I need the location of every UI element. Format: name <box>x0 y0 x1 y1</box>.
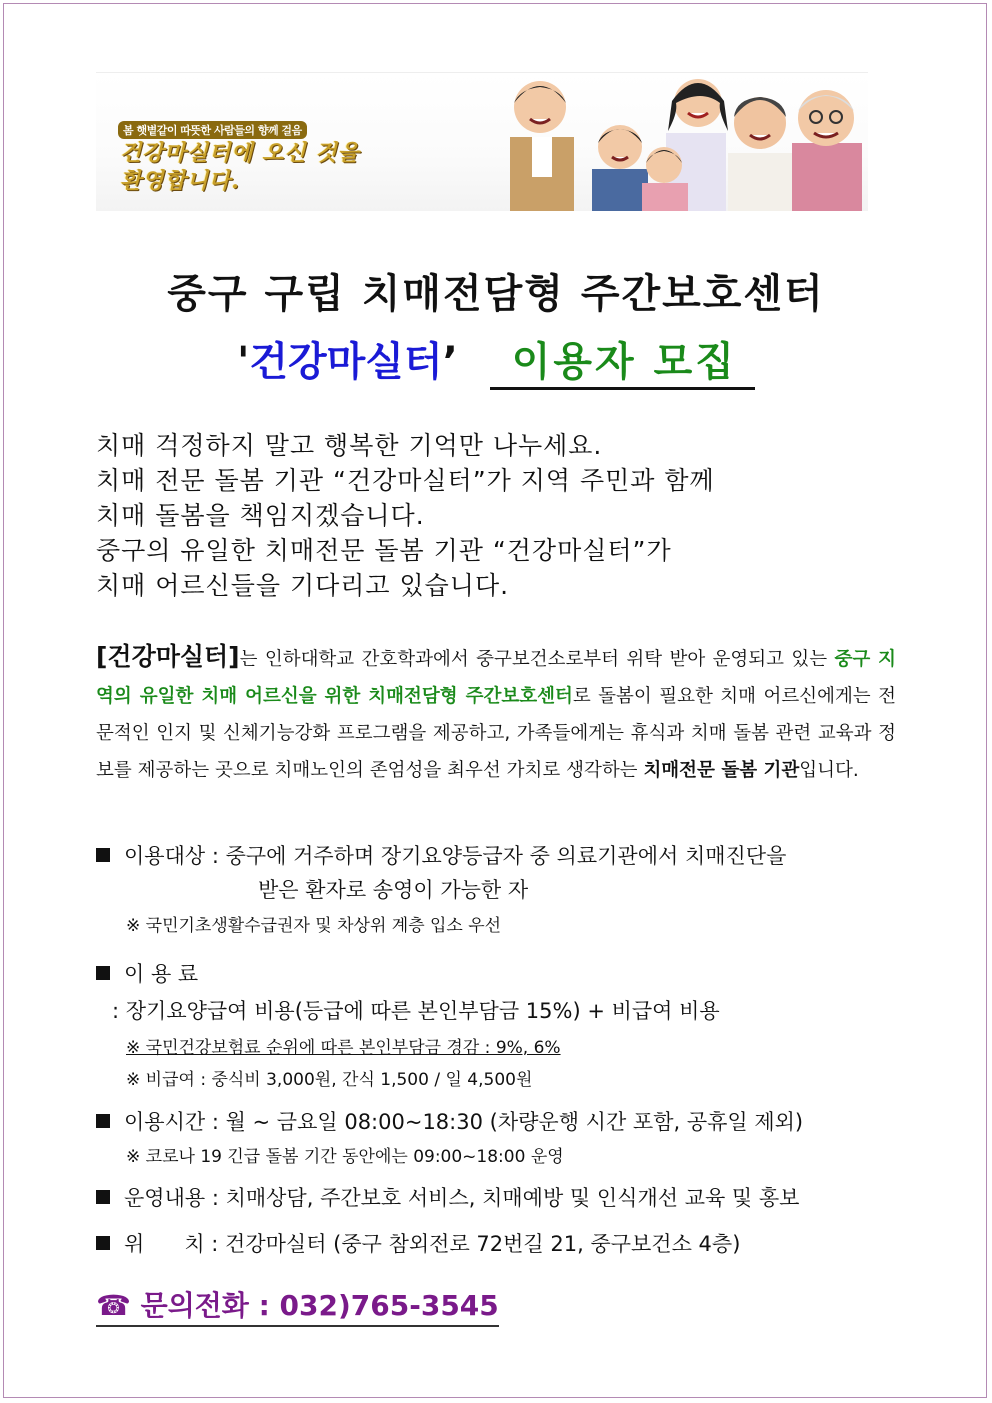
hours-note: ※ 코로나 19 긴급 돌봄 기간 동안에는 09:00~18:00 운영 <box>126 1147 564 1167</box>
fee-item: 이 용 료 <box>96 958 198 990</box>
center-description: [건강마실터]는 인하대학교 간호학과에서 중구보건소로부터 위탁 받아 운영되고 있는 중구 지역의 유일한 치매 어르신을 위한 치매전담형 주간보호센터로 돌봄이 필요한 치매 어르신에게는 전문적인 인지 및 신체기능강화 프로그램을 제공하고, 가족들에게는 휴식과 치매 돌봄 관련 교육과 정보를 제공하는 곳으로 치매노인의 존엄성을 최우선 가치로 생각하는 치매전문 돌봄 기관입니다. <box>96 642 896 781</box>
page-subtitle: '건강마실터’ 이용자 모집 <box>0 330 992 390</box>
bullet-square-icon <box>96 848 110 862</box>
banner-slogan: 봄 햇볕같이 따뜻한 사람들의 향께 걸음 <box>118 121 307 139</box>
bullet-square-icon <box>96 1236 110 1250</box>
family-illustration <box>492 73 868 211</box>
target-item: 이용대상 : 중구에 거주하며 장기요양등급자 중 의료기관에서 치매진단을 <box>96 840 786 872</box>
page-title: 중구 구립 치매전담형 주간보호센터 <box>167 271 825 317</box>
bullet-square-icon <box>96 1114 110 1128</box>
bullet-square-icon <box>96 966 110 980</box>
fee-line: : 장기요양급여 비용(등급에 따른 본인부담금 15%) + 비급여 비용 <box>112 999 720 1023</box>
phone-icon: ☎ <box>96 1289 131 1322</box>
banner-welcome: 건강마실터에 오신 것을 환영합니다. <box>120 140 360 194</box>
target-note: ※ 국민기초생활수급권자 및 차상위 계층 입소 우선 <box>126 916 502 936</box>
recruit-heading: 이용자 모집 <box>490 330 755 390</box>
contact-phone[interactable]: ☎ 문의전화 : 032)765-3545 <box>96 1284 499 1327</box>
location-item: 위 치 : 건강마실터 (중구 참외전로 72번길 21, 중구보건소 4층) <box>96 1228 740 1260</box>
services-item: 운영내용 : 치매상담, 주간보호 서비스, 치매예방 및 인식개선 교육 및 홍보 <box>96 1182 799 1214</box>
intro-text: 치매 걱정하지 말고 행복한 기억만 나누세요. 치매 전문 돌봄 기관 “건강마실터”가 지역 주민과 함께 치매 돌봄을 책임지겠습니다. 중구의 유일한 치매전문 돌봄 기관 “건강마실터”가 치매 어르신들을 기다리고 있습니다. <box>96 431 715 600</box>
welcome-banner <box>96 72 868 211</box>
brand-name: 건강마실터 <box>249 339 443 385</box>
fee-note-discount: ※ 국민건강보험료 순위에 따른 본인부담금 경감 : 9%, 6% <box>126 1038 561 1058</box>
hours-item: 이용시간 : 월 ~ 금요일 08:00~18:30 (차량운행 시간 포함, 공휴일 제외) <box>96 1106 803 1138</box>
bullet-square-icon <box>96 1190 110 1204</box>
fee-note-uncovered: ※ 비급여 : 중식비 3,000원, 간식 1,500 / 일 4,500원 <box>126 1070 533 1090</box>
target-item-line2: 받은 환자로 송영이 가능한 자 <box>258 878 529 902</box>
